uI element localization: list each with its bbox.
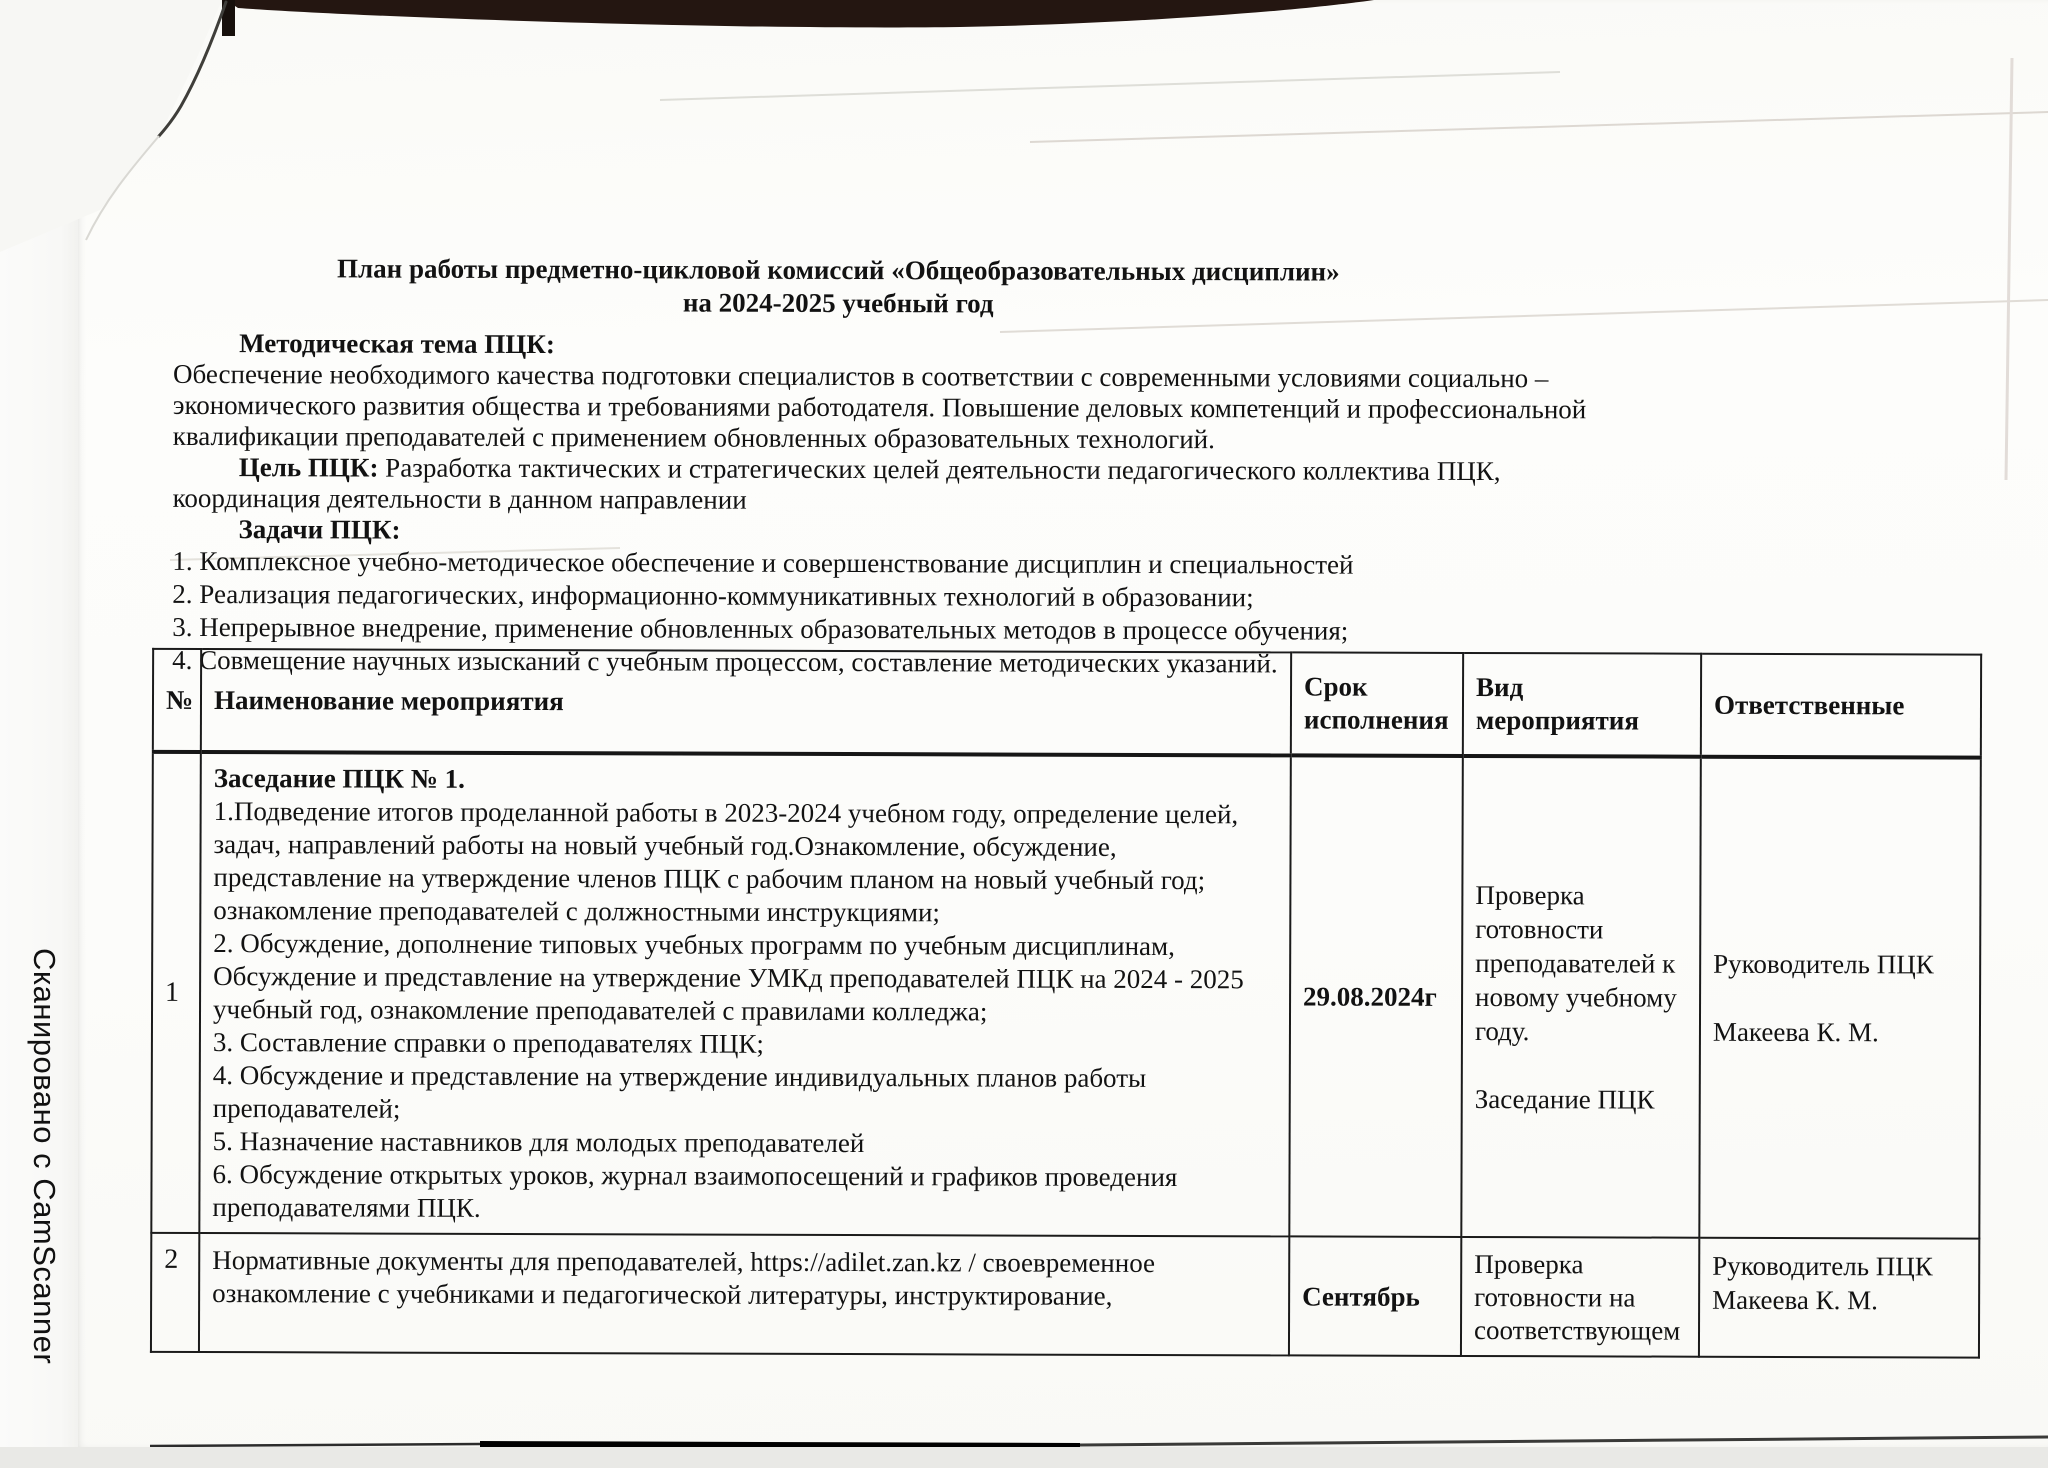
goal-paragraph xyxy=(173,452,1643,519)
term-cell: 29.08.2024г xyxy=(1289,755,1463,1237)
method-theme-text: Обеспечение необходимого качества подготовки специалистов в соответствии с современными условиями социально – экономического развития общества и требованиями работодателя. Повышение деловых компетенций и профессиональной квалификации преподавателей с применением обновленных образовательных технологий. xyxy=(172,358,1587,455)
task-item: 1. Комплексное учебно-методическое обеспечение и совершенствование дисциплин и специальностей xyxy=(172,545,1354,580)
kind-cell: Проверка готовности на соответствующем xyxy=(1461,1237,1699,1357)
task-item: 2. Реализация педагогических, информационно-коммуникативных технологий в образовании; xyxy=(172,578,1254,613)
term-cell: Сентябрь xyxy=(1289,1236,1461,1356)
header-event-kind: Вид мероприятия xyxy=(1463,653,1701,757)
goal-text: Разработка тактических и стратегических целей деятельности педагогического коллектива ПЦК, координация деятельности в данном направлении xyxy=(172,452,1501,515)
row-number: 2 xyxy=(151,1233,199,1352)
table-row xyxy=(151,752,1981,1239)
work-plan-table xyxy=(150,648,1982,1359)
event-name-cell xyxy=(199,1233,1289,1355)
event-name-title: Заседание ПЦК № 1. xyxy=(213,763,465,794)
header-term: Срок исполнения xyxy=(1291,652,1463,756)
document-title-line2: на 2024-2025 учебный год xyxy=(682,287,994,319)
tasks-label: Задачи ПЦК: xyxy=(238,514,401,545)
event-name-cell xyxy=(199,752,1291,1236)
table-row xyxy=(151,1233,1979,1358)
camscanner-watermark: Сканировано с CamScanner xyxy=(27,948,62,1365)
header-event-name: Наименование мероприятия xyxy=(201,649,1291,755)
event-name-body: Нормативные документы для преподавателей, https://adilet.zan.kz / своевременное ознакомление с учебниками и педагогической литературы, инструктирование, xyxy=(212,1245,1156,1311)
document-title-line1: План работы предметно-цикловой комиссий «Общеобразовательных дисциплин» xyxy=(336,253,1340,287)
goal-label: Цель ПЦК: xyxy=(238,452,379,483)
table-header-row xyxy=(153,649,1981,758)
task-item: 3. Непрерывное внедрение, применение обновленных образовательных методов в процессе обучения; xyxy=(172,611,1349,646)
header-number: № xyxy=(153,649,201,752)
kind-cell: Проверка готовности преподавателей к новому учебному году. Заседание ПЦК xyxy=(1461,756,1701,1238)
event-name-body: 1.Подведение итогов проделанной работы в 2023-2024 учебном году, определение целей, задач, направлений работы на новый учебный год.Ознакомление, обсуждение, представление на утверждение членов ПЦК с рабочим планом на новый учебный год; ознакомление преподавателей с должностными инструкциями; 2. Обсуждение, дополнение типовых учебных программ по учебным дисциплинам, Обсуждение и представление на утверждение УМКд преподавателей ПЦК на 2024 - 2025 учебный год, ознакомление преподавателей с правилами колледжа; 3. Составление справки о преподавателях ПЦК; 4. Обсуждение и представление на утверждение индивидуальных планов работы преподавателей; 5. Назначение наставников для молодых преподавателей 6. Обсуждение открытых уроков, журнал взаимопосещений и графиков проведения преподавателями ПЦК. xyxy=(212,796,1244,1223)
responsible-cell: Руководитель ПЦК Макеева К. М. xyxy=(1699,1238,1979,1358)
method-theme-label: Методическая тема ПЦК: xyxy=(239,328,555,360)
responsible-cell: Руководитель ПЦК Макеева К. М. xyxy=(1699,757,1981,1239)
task-item: 4. Совмещение научных изысканий с учебным процессом, составление методических указаний. xyxy=(172,644,1278,679)
row-number: 1 xyxy=(151,752,201,1233)
document-header-text xyxy=(172,252,1643,682)
header-responsible: Ответственные xyxy=(1701,654,1981,758)
